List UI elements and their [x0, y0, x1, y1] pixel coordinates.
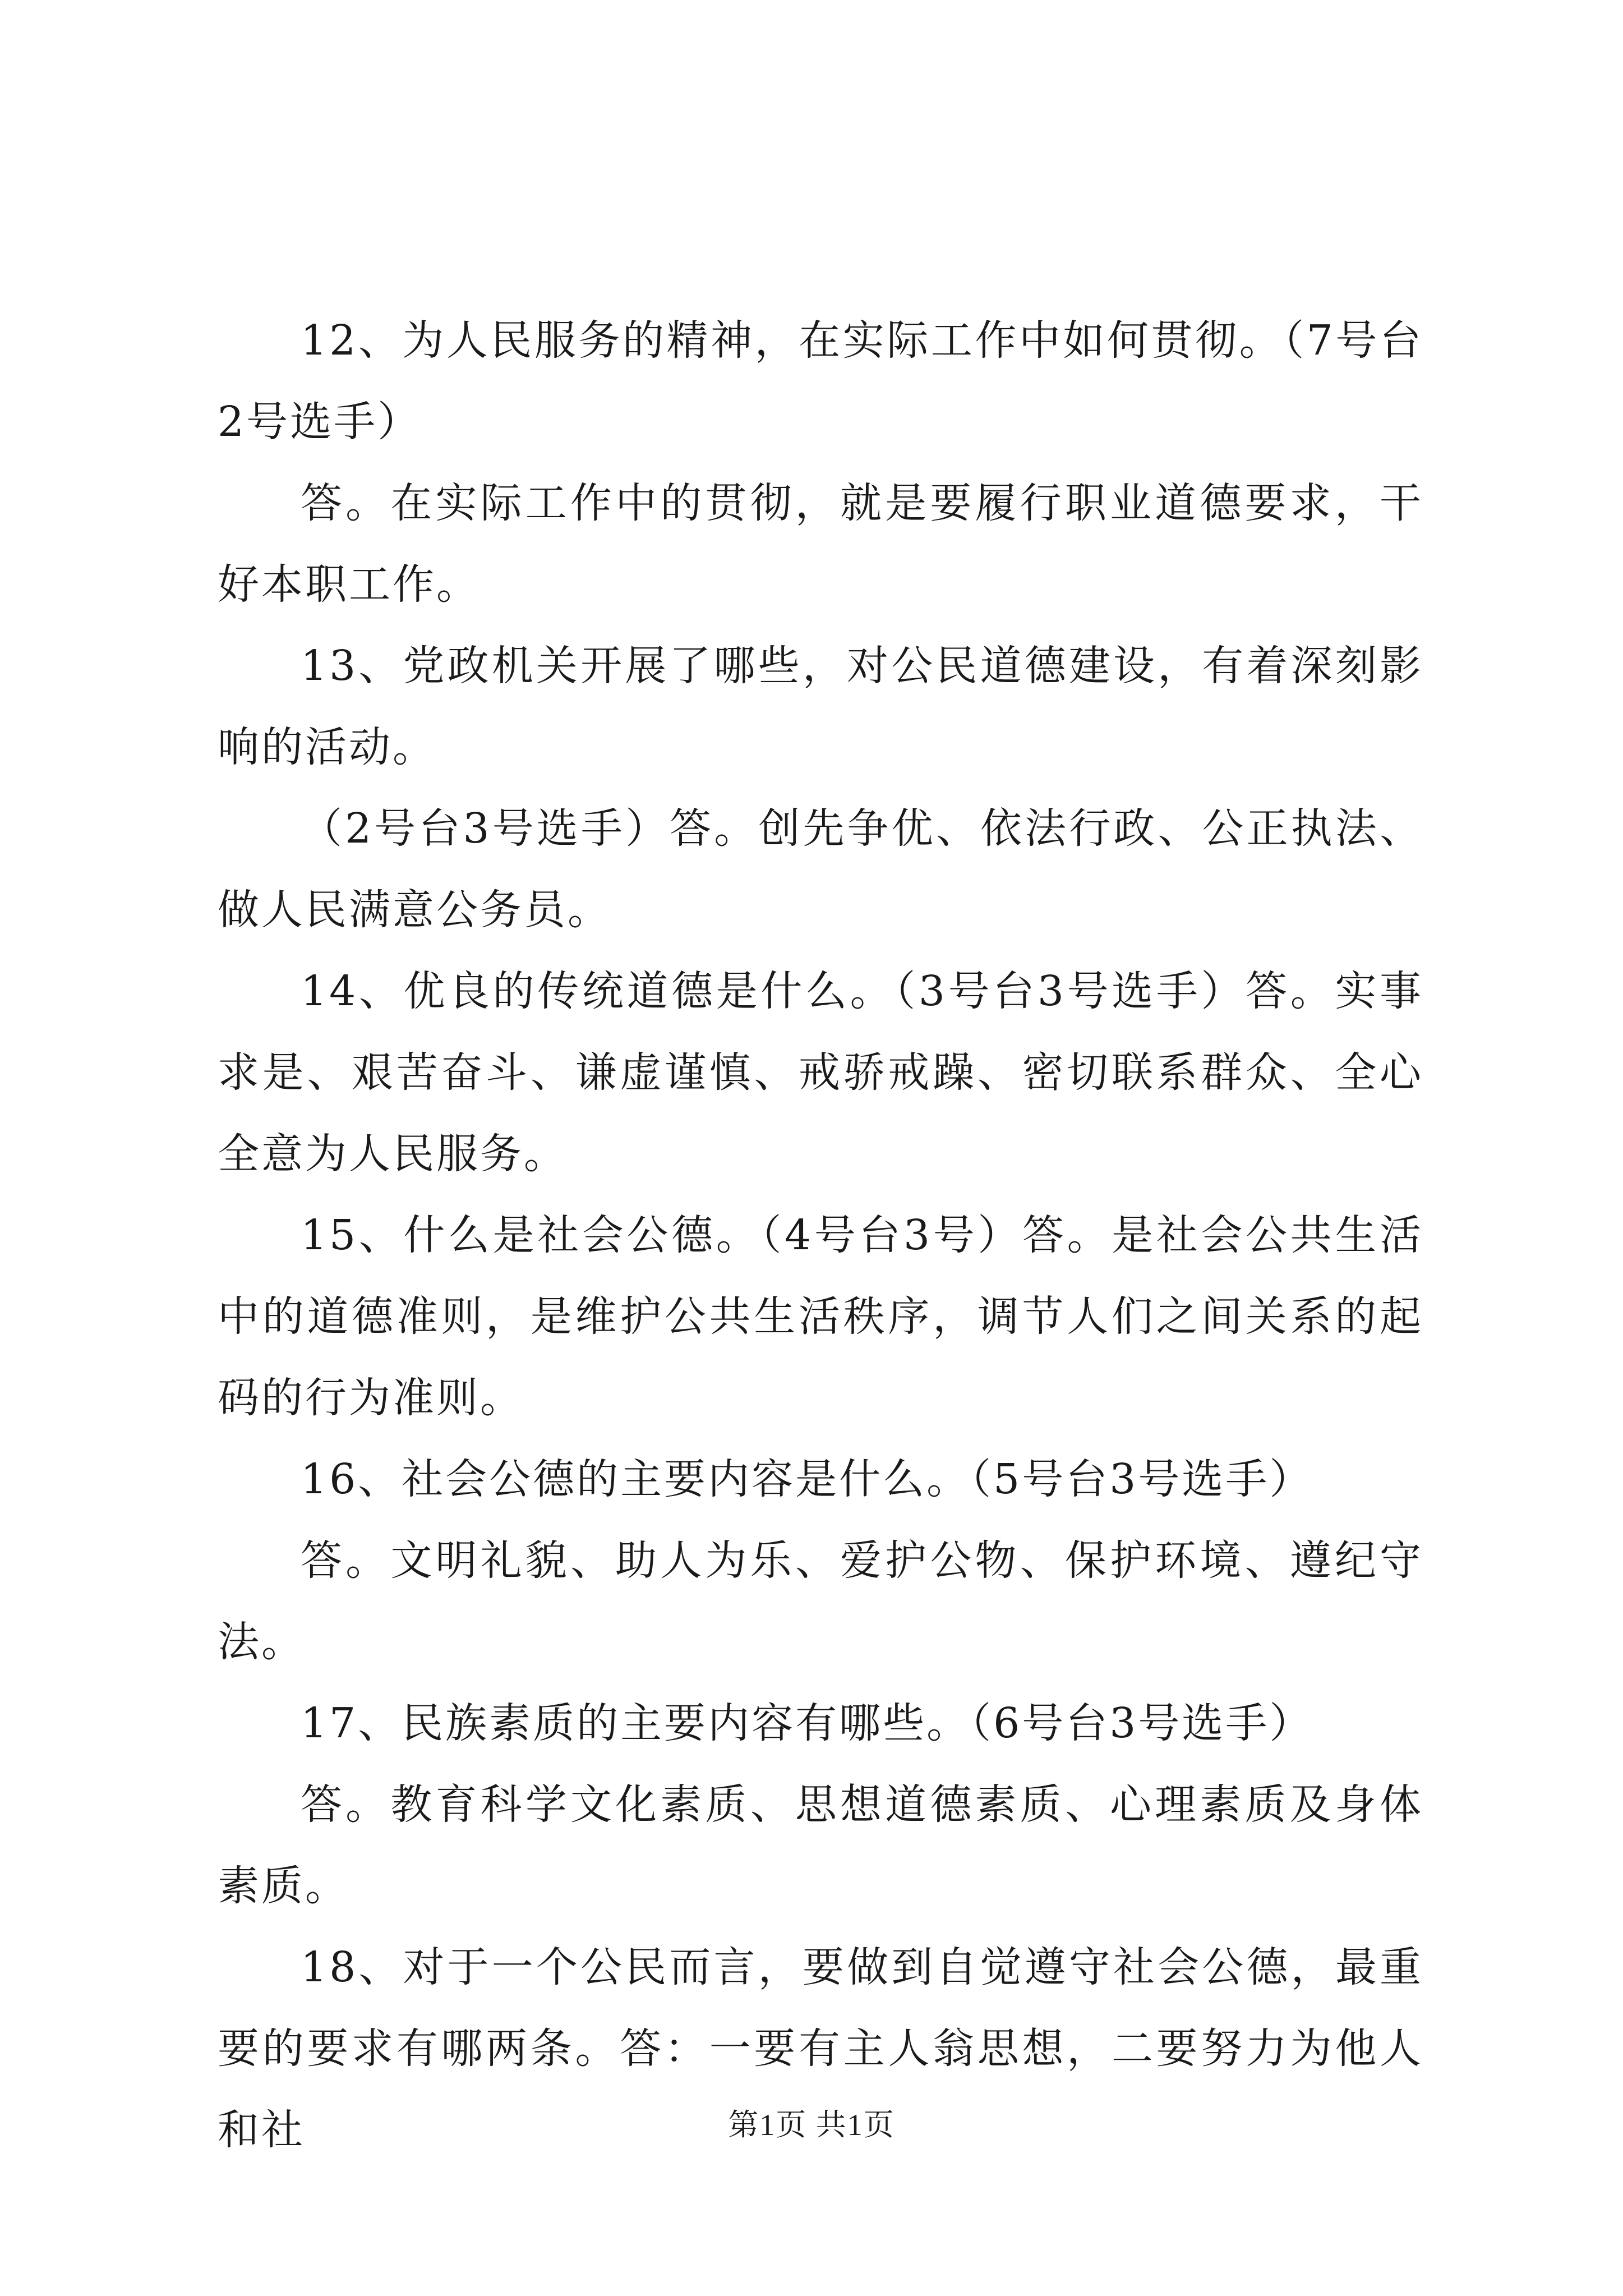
paragraph-a16: 答。文明礼貌、助人为乐、爱护公物、保护环境、遵纪守法。	[218, 1536, 1423, 1666]
paragraph-q13: 13、党政机关开展了哪些，对公民道德建设，有着深刻影响的活动。	[218, 642, 1423, 771]
page-footer: 第1页 共1页	[728, 2108, 895, 2142]
paragraph-q16: 16、社会公德的主要内容是什么。（5号台3号选手）	[301, 1455, 1313, 1503]
paragraph-a12: 答。在实际工作中的贯彻，就是要履行职业道德要求，干好本职工作。	[218, 479, 1423, 609]
paragraph-q18: 18、对于一个公民而言，要做到自觉遵守社会公德，最重要的要求有哪两条。答：一要有主人翁思想，二要努力为他人和社	[218, 1943, 1423, 2154]
paragraph-q15: 15、什么是社会公德。（4号台3号）答。是社会公共生活中的道德准则，是维护公共生活秩序，调节人们之间关系的起码的行为准则。	[218, 1211, 1423, 1422]
paragraph-a13: （2号台3号选手）答。创先争优、依法行政、公正执法、做人民满意公务员。	[218, 804, 1423, 934]
paragraph-a17: 答。教育科学文化素质、思想道德素质、心理素质及身体素质。	[218, 1780, 1423, 1910]
paragraph-q12: 12、为人民服务的精神，在实际工作中如何贯彻。（7号台2号选手）	[218, 316, 1423, 446]
document-body	[218, 300, 1423, 2171]
paragraph-q14: 14、优良的传统道德是什么。（3号台3号选手）答。实事求是、艰苦奋斗、谦虚谨慎、戒骄戒躁、密切联系群众、全心全意为人民服务。	[218, 967, 1423, 1178]
paragraph-q17: 17、民族素质的主要内容有哪些。（6号台3号选手）	[301, 1699, 1313, 1747]
